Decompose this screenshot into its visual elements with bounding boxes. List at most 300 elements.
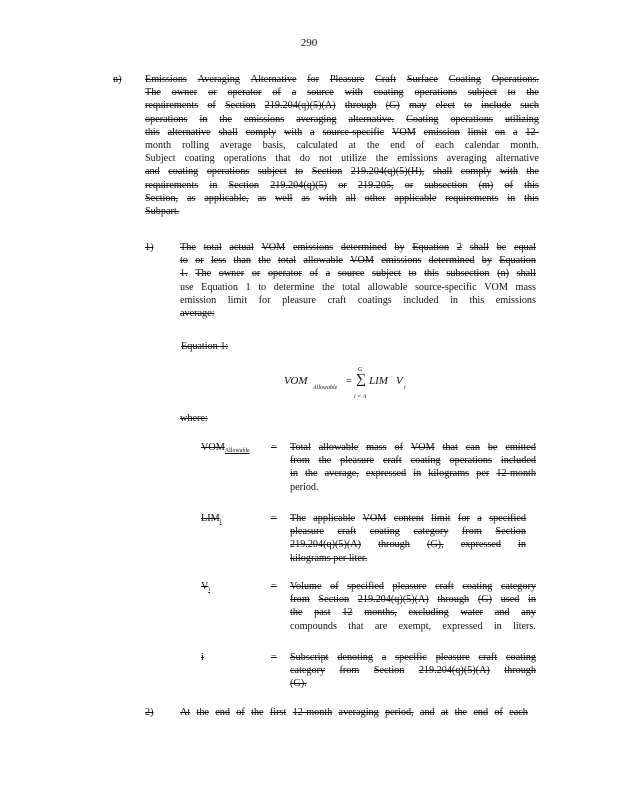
- equation-v: V: [396, 375, 403, 387]
- word: or: [338, 179, 347, 191]
- word: Section: [224, 100, 256, 112]
- equation-1: [284, 364, 414, 404]
- word: and: [145, 166, 160, 178]
- item1-paragraph: [180, 241, 536, 323]
- word: from: [290, 594, 310, 606]
- word: shall: [516, 268, 536, 280]
- item2-paragraph: [180, 706, 528, 720]
- word: The: [195, 268, 212, 280]
- word: elect: [435, 100, 455, 112]
- word: coating: [462, 581, 493, 592]
- word: less: [210, 255, 227, 267]
- definition-line: [290, 441, 536, 454]
- word: owner: [171, 87, 198, 99]
- word: limit: [467, 126, 488, 138]
- word: shall: [432, 166, 453, 178]
- word: Pleasure: [329, 74, 365, 85]
- word: in: [209, 179, 218, 191]
- word: through: [504, 665, 536, 677]
- paragraph-line: [145, 73, 539, 86]
- word: such: [520, 100, 539, 112]
- word: the: [318, 455, 332, 467]
- word: craft: [435, 581, 454, 592]
- word: subsection: [424, 179, 468, 191]
- definition-line: [290, 606, 536, 619]
- word: can: [465, 442, 480, 453]
- word: 12-: [525, 126, 539, 138]
- word: of: [309, 268, 319, 280]
- definition-line: [290, 593, 536, 606]
- word: Subject: [145, 153, 176, 165]
- word: alternative: [167, 126, 211, 138]
- word: subject: [372, 268, 401, 280]
- word: coating: [168, 166, 199, 178]
- word: applicable: [394, 192, 437, 204]
- word: as: [186, 192, 196, 204]
- definition-line: [290, 525, 526, 538]
- word: that: [275, 153, 291, 165]
- equation-v-sub: i: [404, 385, 406, 391]
- word: are: [374, 620, 388, 632]
- paragraph-line: [145, 179, 539, 192]
- word: 219.204(q)(5)(A): [357, 594, 429, 606]
- word: use: [180, 281, 194, 293]
- word: as: [301, 192, 310, 204]
- word: specified: [489, 513, 526, 524]
- word: the: [196, 707, 209, 718]
- word: in: [290, 468, 298, 480]
- definition-line: [290, 538, 526, 551]
- word: expressed: [460, 539, 501, 551]
- paragraph-line: [180, 281, 536, 294]
- word: with: [499, 166, 518, 178]
- word: Total: [290, 442, 311, 453]
- item2-label: 2): [145, 707, 154, 718]
- word: from: [462, 526, 482, 538]
- definition-term-text: i: [201, 652, 204, 663]
- definition-term: [201, 580, 210, 597]
- word: average: [220, 140, 252, 151]
- word: Section,: [145, 192, 179, 204]
- word: subsection: [446, 268, 490, 280]
- word: per: [476, 468, 490, 480]
- definition-line: [290, 651, 536, 664]
- definition-text: [290, 512, 526, 568]
- equation-equals: =: [346, 376, 352, 387]
- definition-line: kilograms per liter.: [290, 552, 368, 564]
- word: Equation: [201, 281, 238, 293]
- equation-label-text: Equation 1:: [181, 341, 229, 352]
- definition-term: [201, 512, 221, 529]
- word: first: [269, 707, 287, 718]
- paragraph-line: [145, 99, 539, 112]
- word: operations: [145, 113, 188, 125]
- word: in: [449, 294, 458, 306]
- word: coatings: [357, 294, 392, 306]
- word: total: [342, 281, 361, 293]
- word: all: [345, 192, 356, 204]
- word: included: [500, 455, 536, 467]
- word: emissions: [397, 153, 438, 165]
- word: for: [307, 74, 320, 85]
- definition-equals: =: [271, 513, 277, 524]
- word: applicable: [313, 513, 356, 524]
- paragraph-line: [180, 294, 536, 307]
- paragraph-line: [180, 267, 536, 280]
- word: Operations.: [491, 74, 539, 85]
- word: in: [493, 620, 502, 632]
- word: month: [145, 140, 172, 151]
- word: source-specific: [414, 281, 477, 293]
- word: comply: [245, 126, 277, 138]
- word: VOM: [484, 281, 508, 293]
- word: emission: [423, 126, 460, 138]
- word: on: [494, 126, 506, 138]
- word: (G): [385, 100, 400, 112]
- word: excluding: [408, 607, 449, 619]
- word: to: [180, 255, 188, 267]
- word: a: [325, 268, 331, 280]
- paragraph-line: [145, 139, 539, 152]
- word: emissions: [292, 242, 334, 253]
- word: other: [364, 192, 386, 204]
- paragraph-line: [145, 86, 539, 99]
- definition-term-text: VOM: [201, 442, 225, 453]
- word: craft: [478, 652, 498, 663]
- word: shall: [218, 126, 238, 138]
- word: Emissions: [145, 74, 187, 85]
- word: (G): [477, 594, 492, 606]
- definition-term-text: LIM: [201, 513, 220, 524]
- word: VOM: [362, 513, 387, 524]
- word: 219.204(q)(5): [270, 179, 328, 191]
- definition-line: [290, 580, 536, 593]
- word: the: [366, 140, 380, 151]
- word: kilograms: [428, 468, 470, 480]
- word: be: [496, 242, 507, 253]
- word: the: [251, 707, 264, 718]
- word: allowable: [367, 281, 408, 293]
- word: coating: [505, 652, 536, 663]
- word: At: [180, 707, 191, 718]
- word: source-specific: [322, 126, 385, 138]
- word: determined: [340, 242, 387, 253]
- definition-term-sub: i: [208, 587, 211, 593]
- word: comply: [460, 166, 492, 178]
- word: of: [330, 581, 339, 592]
- word: (n): [497, 268, 509, 280]
- word: 12-month: [496, 468, 536, 480]
- definition-line: [290, 454, 536, 467]
- word: actual: [229, 242, 254, 253]
- word: owner: [218, 268, 245, 280]
- word: 219.204(q)(5)(A): [418, 665, 490, 677]
- word: as: [257, 192, 267, 204]
- word: alternative: [495, 153, 539, 165]
- word: at: [348, 140, 356, 151]
- word: emission: [180, 294, 217, 306]
- word: each: [435, 140, 454, 151]
- word: of: [394, 442, 403, 453]
- word: used: [500, 594, 520, 606]
- word: from: [339, 665, 360, 677]
- word: past: [314, 607, 331, 619]
- word: expressed: [365, 468, 407, 480]
- word: than: [233, 255, 252, 267]
- word: equal: [513, 242, 536, 253]
- word: in: [507, 192, 516, 204]
- definition-term-sub: Allowable: [224, 448, 250, 454]
- word: VOM: [350, 255, 374, 267]
- word: 12: [342, 607, 353, 619]
- word: may: [408, 100, 427, 112]
- word: in: [199, 113, 208, 125]
- word: from: [290, 455, 310, 467]
- equation-lhs: VOM: [284, 375, 308, 387]
- word: Averaging: [197, 74, 240, 85]
- word: exempt,: [398, 620, 432, 632]
- word: VOM: [410, 442, 435, 453]
- word: the: [526, 166, 539, 178]
- word: Section: [228, 179, 260, 191]
- word: average,: [324, 468, 359, 480]
- word: Alternative: [250, 74, 297, 85]
- word: source: [307, 87, 334, 99]
- definition-term: [201, 651, 204, 664]
- word: operations: [414, 87, 457, 99]
- sum-upper-limit: G: [358, 367, 363, 373]
- word: for: [258, 294, 271, 306]
- word: (G),: [426, 539, 444, 551]
- word: emissions: [495, 294, 536, 306]
- definition-text: [290, 580, 536, 636]
- item1-label: 1): [145, 242, 154, 253]
- word: that: [348, 620, 364, 632]
- word: allowable: [318, 442, 359, 453]
- word: subject: [257, 166, 287, 178]
- word: for: [457, 513, 470, 524]
- word: utilizing: [504, 113, 539, 125]
- word: emissions: [381, 255, 422, 267]
- definition-term: [201, 441, 250, 458]
- paragraph-line: [180, 254, 536, 267]
- word: craft: [382, 455, 402, 467]
- word: allowable: [303, 255, 343, 267]
- word: Equation: [412, 242, 450, 253]
- word: (m): [478, 179, 494, 191]
- word: The: [290, 513, 306, 524]
- word: this: [145, 126, 160, 138]
- word: Coating: [406, 113, 439, 125]
- word: The: [145, 87, 161, 99]
- word: craft: [327, 294, 347, 306]
- word: to: [507, 87, 516, 99]
- word: total: [277, 255, 297, 267]
- word: with: [344, 87, 363, 99]
- word: Surface: [406, 74, 438, 85]
- word: in: [528, 594, 536, 606]
- word: through: [378, 539, 410, 551]
- word: include: [481, 100, 512, 112]
- word: in: [518, 539, 526, 551]
- page-number: 290: [300, 37, 318, 49]
- word: pleasure: [290, 526, 324, 538]
- section-paragraph: [145, 73, 539, 223]
- word: Section: [318, 594, 350, 606]
- word: the: [322, 281, 335, 293]
- word: well: [274, 192, 293, 204]
- word: averaging: [338, 707, 379, 718]
- sum-lower-limit: i = A: [354, 394, 367, 400]
- word: utilize: [341, 153, 367, 165]
- word: a: [310, 126, 315, 138]
- word: Volume: [290, 581, 322, 592]
- word: category: [500, 581, 536, 592]
- word: coating: [369, 526, 400, 538]
- paragraph-line: [145, 126, 539, 139]
- word: 219.204(q)(5)(A): [290, 539, 362, 551]
- word: denoting: [337, 652, 373, 663]
- word: operations: [206, 166, 250, 178]
- paragraph-line: [180, 241, 536, 254]
- word: coating: [373, 87, 404, 99]
- equation-lim: LIM: [369, 375, 388, 387]
- word: the: [454, 707, 468, 718]
- word: operations: [450, 113, 493, 125]
- word: mass: [366, 442, 387, 453]
- word: do: [299, 153, 310, 165]
- word: averaging: [446, 153, 487, 165]
- word: by: [394, 242, 405, 253]
- word: basis,: [262, 140, 286, 151]
- word: craft: [337, 526, 357, 538]
- paragraph-line: [145, 165, 539, 178]
- word: with: [284, 126, 303, 138]
- word: operations: [223, 153, 267, 165]
- word: end: [390, 140, 405, 151]
- word: specific: [395, 652, 427, 663]
- word: or: [404, 179, 414, 191]
- word: requirements: [145, 100, 199, 112]
- word: Craft: [375, 74, 397, 85]
- definition-line: (G).: [290, 678, 307, 690]
- word: operator: [267, 268, 302, 280]
- word: water: [460, 607, 484, 619]
- word: operator: [227, 87, 262, 99]
- word: 1.: [180, 268, 188, 280]
- word: the: [526, 87, 539, 99]
- word: the: [219, 113, 232, 125]
- word: the: [305, 468, 318, 480]
- word: Section: [311, 166, 343, 178]
- definition-text: [290, 651, 536, 693]
- word: emissions: [244, 113, 285, 125]
- word: 219.205,: [357, 179, 394, 191]
- word: end: [215, 707, 230, 718]
- word: months,: [364, 607, 397, 619]
- word: of: [272, 87, 281, 99]
- paragraph-line: [145, 113, 539, 126]
- word: determined: [428, 255, 475, 267]
- word: 219.204(q)(5)(H),: [350, 166, 425, 178]
- word: the: [258, 255, 271, 267]
- word: to: [295, 166, 304, 178]
- definition-equals: =: [271, 581, 277, 592]
- word: to: [258, 281, 267, 293]
- equation-label: [145, 340, 228, 353]
- word: requirements: [445, 192, 499, 204]
- word: content: [393, 513, 424, 524]
- word: that: [442, 442, 458, 453]
- word: Subscript: [290, 652, 329, 663]
- word: coating: [410, 455, 441, 467]
- word: a: [291, 87, 297, 99]
- word: Coating: [448, 74, 481, 85]
- paragraph-line: [180, 706, 528, 719]
- word: Section: [495, 526, 526, 538]
- word: end: [473, 707, 489, 718]
- word: requirements: [145, 179, 199, 191]
- definition-line: [290, 620, 536, 633]
- paragraph-line: [145, 152, 539, 165]
- word: determine: [273, 281, 315, 293]
- word: and: [494, 607, 510, 619]
- word: month.: [510, 140, 539, 151]
- word: Section: [373, 665, 405, 677]
- word: the: [375, 153, 389, 165]
- paragraph-line: average:: [180, 308, 215, 319]
- word: or: [195, 255, 204, 267]
- word: limit: [227, 294, 248, 306]
- word: be: [487, 442, 498, 453]
- word: mass: [515, 281, 536, 293]
- word: each: [509, 707, 528, 718]
- word: 219.204(q)(5)(A): [264, 100, 336, 112]
- word: pleasure: [392, 581, 427, 592]
- word: expressed: [442, 620, 483, 632]
- word: in: [413, 468, 422, 480]
- word: of: [236, 707, 245, 718]
- word: with: [318, 192, 337, 204]
- word: of: [504, 179, 513, 191]
- word: a: [512, 126, 518, 138]
- definition-line: [290, 512, 526, 525]
- equation-lhs-sub: Allowable: [313, 385, 338, 391]
- word: pleasure: [340, 455, 375, 467]
- word: of: [494, 707, 503, 718]
- paragraph-line: Subpart.: [145, 206, 180, 217]
- word: through: [437, 594, 470, 606]
- word: The: [180, 242, 196, 253]
- word: at: [440, 707, 449, 718]
- word: to: [408, 268, 417, 280]
- word: emitted: [505, 442, 536, 453]
- word: this: [524, 192, 539, 204]
- word: pleasure: [435, 652, 470, 663]
- word: of: [207, 100, 216, 112]
- section-label: n): [113, 74, 122, 85]
- word: 1: [245, 281, 251, 293]
- word: alternative.: [348, 113, 395, 125]
- word: of: [415, 140, 425, 151]
- word: shall: [469, 242, 489, 253]
- word: compounds: [290, 620, 337, 632]
- word: VOM: [392, 126, 416, 138]
- word: to: [464, 100, 472, 112]
- word: a: [477, 513, 482, 524]
- word: calculated: [296, 140, 338, 151]
- word: and: [419, 707, 435, 718]
